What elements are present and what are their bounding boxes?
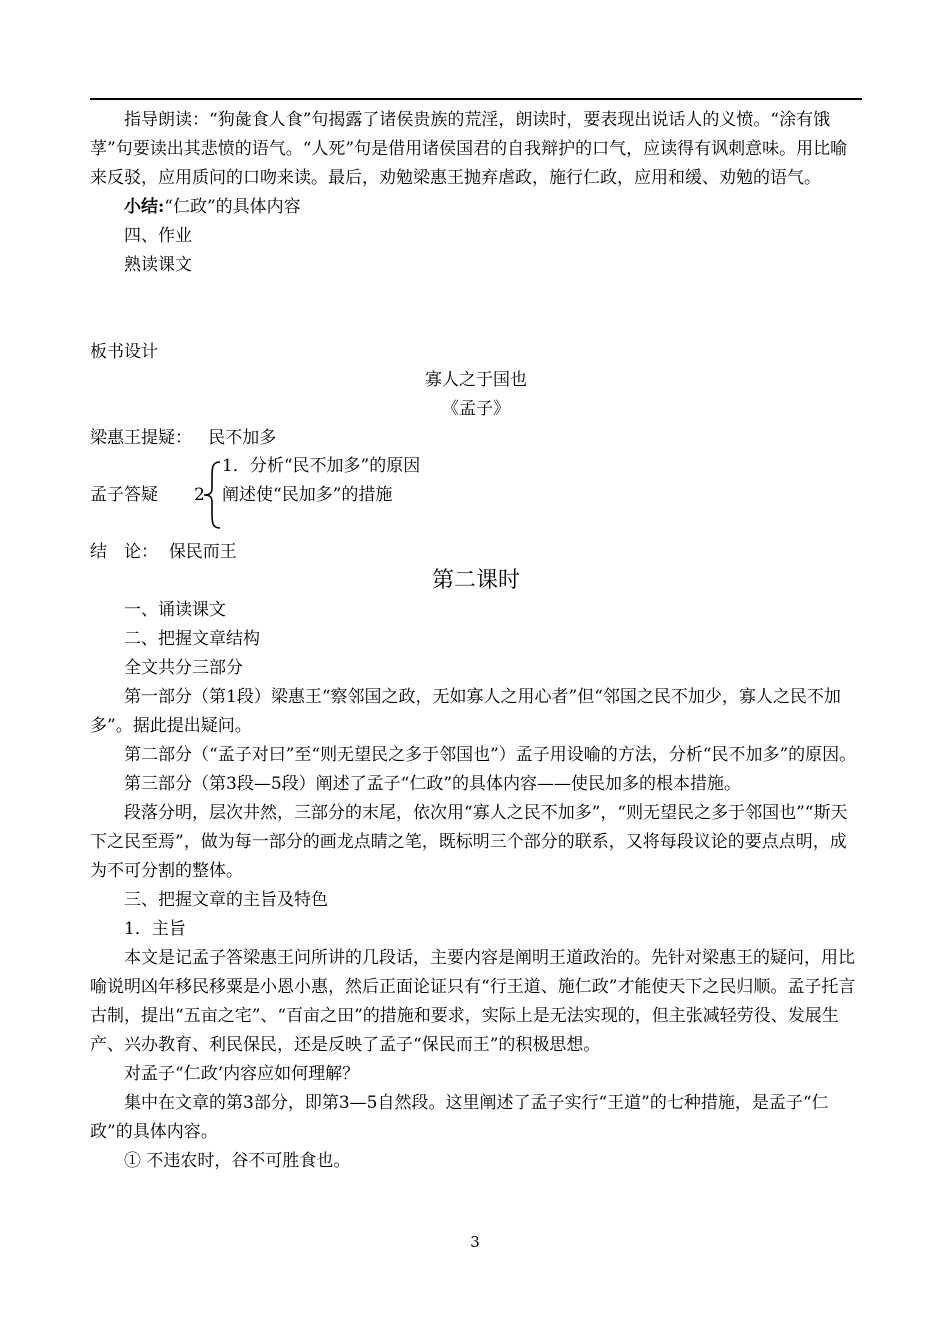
summary-text: “仁政”的具体内容 xyxy=(164,197,301,217)
question-label: 梁惠王提疑： xyxy=(90,428,192,448)
summary-label: 小结: xyxy=(124,197,165,217)
board-conclusion xyxy=(90,538,237,567)
part-one-paragraph: 第一部分（第1段）梁惠王“察邻国之政，无如寡人之用心者”但“邻国之民不加少，寡人之民不加多”。据此提出疑问。 xyxy=(90,687,841,736)
measure-1: ① 不违农时，谷不可胜食也。 xyxy=(124,1151,351,1171)
section1 xyxy=(90,106,862,280)
page-number: 3 xyxy=(470,1233,480,1251)
answer-number: 2 xyxy=(194,485,205,505)
board-title: 寡人之于国也 xyxy=(425,370,527,390)
theme-paragraph: 本文是记孟子答梁惠王问所讲的几段话，主要内容是阐明王道政治的。先针对梁惠王的疑问，用比喻说明凶年移民移粟是小恩小惠，然后正面论证只有“行王道、施仁政”才能使天下之民归顺。孟子托言古制，提出“五亩之宅”、“百亩之田”的措施和要求，实际上是无法实现的，但主张减轻劳役、发展生产、兴办教育、利民保民，还是反映了孟子“保民而王”的积极思想。 xyxy=(90,948,856,1055)
answer-label: 孟子答疑 xyxy=(90,485,158,505)
lesson2-step-3: 三、把握文章的主旨及特色 xyxy=(124,890,328,910)
lesson2-body xyxy=(90,596,862,1176)
homework-text: 熟读课文 xyxy=(124,255,192,275)
conclusion-text: 保民而王 xyxy=(168,542,237,562)
conclusion-label: 结 论： xyxy=(90,542,158,562)
theme-heading: 1．主旨 xyxy=(124,919,186,939)
answer-item-1: 1．分析“民不加多”的原因 xyxy=(222,456,421,476)
structure-intro: 全文共分三部分 xyxy=(124,658,243,678)
board-design-label: 板书设计 xyxy=(90,342,158,362)
answer-item-2: 阐述使“民加多”的措施 xyxy=(222,485,393,505)
question-paragraph: 对孟子“仁政’内容应如何理解？ xyxy=(124,1064,360,1084)
structure-analysis-paragraph: 段落分明，层次井然，三部分的末尾，依次用“寡人之民不加多”，“则无望民之多于邻国也”“斯天下之民至焉”，做为每一部分的画龙点睛之笔，既标明三个部分的联系，又将每段议论的要点点明，成为不可分割的整体。 xyxy=(90,803,848,881)
lesson2-heading: 第二课时 xyxy=(431,568,520,593)
board-question xyxy=(90,424,276,453)
homework-heading: 四、作业 xyxy=(124,226,192,246)
board-author: 《孟子》 xyxy=(442,399,510,419)
header-rule xyxy=(90,98,862,100)
part-two-paragraph: 第二部分（“孟子对曰”至“则无望民之多于邻国也”）孟子用设喻的方法，分析“民不加多”的原因。 xyxy=(124,745,857,765)
lesson2-step-1: 一、诵读课文 xyxy=(124,600,226,620)
summary-line xyxy=(90,193,862,222)
lesson2-step-2: 二、把握文章结构 xyxy=(124,629,260,649)
curly-brace-icon xyxy=(200,460,224,530)
question-text: 民不加多 xyxy=(208,428,277,448)
part-three-paragraph: 第三部分（第3段—5段）阐述了孟子“仁政”的具体内容——使民加多的根本措施。 xyxy=(124,774,742,794)
reading-guidance-paragraph: 指导朗读：“狗彘食人食”句揭露了诸侯贵族的荒淫，朗读时，要表现出说话人的义愤。“涂有饿莩”句要读出其悲愤的语气。“人死”句是借用诸侯国君的自我辩护的口气，应读得有讽刺意味。用比喻来反驳，应用质问的口吻来读。最后，劝勉梁惠王抛弃虐政，施行仁政，应用和缓、劝勉的语气。 xyxy=(90,110,848,188)
answer-paragraph: 集中在文章的第3部分，即第3—5自然段。这里阐述了孟子实行“王道”的七种措施，是孟子“仁政”的具体内容。 xyxy=(90,1093,829,1142)
